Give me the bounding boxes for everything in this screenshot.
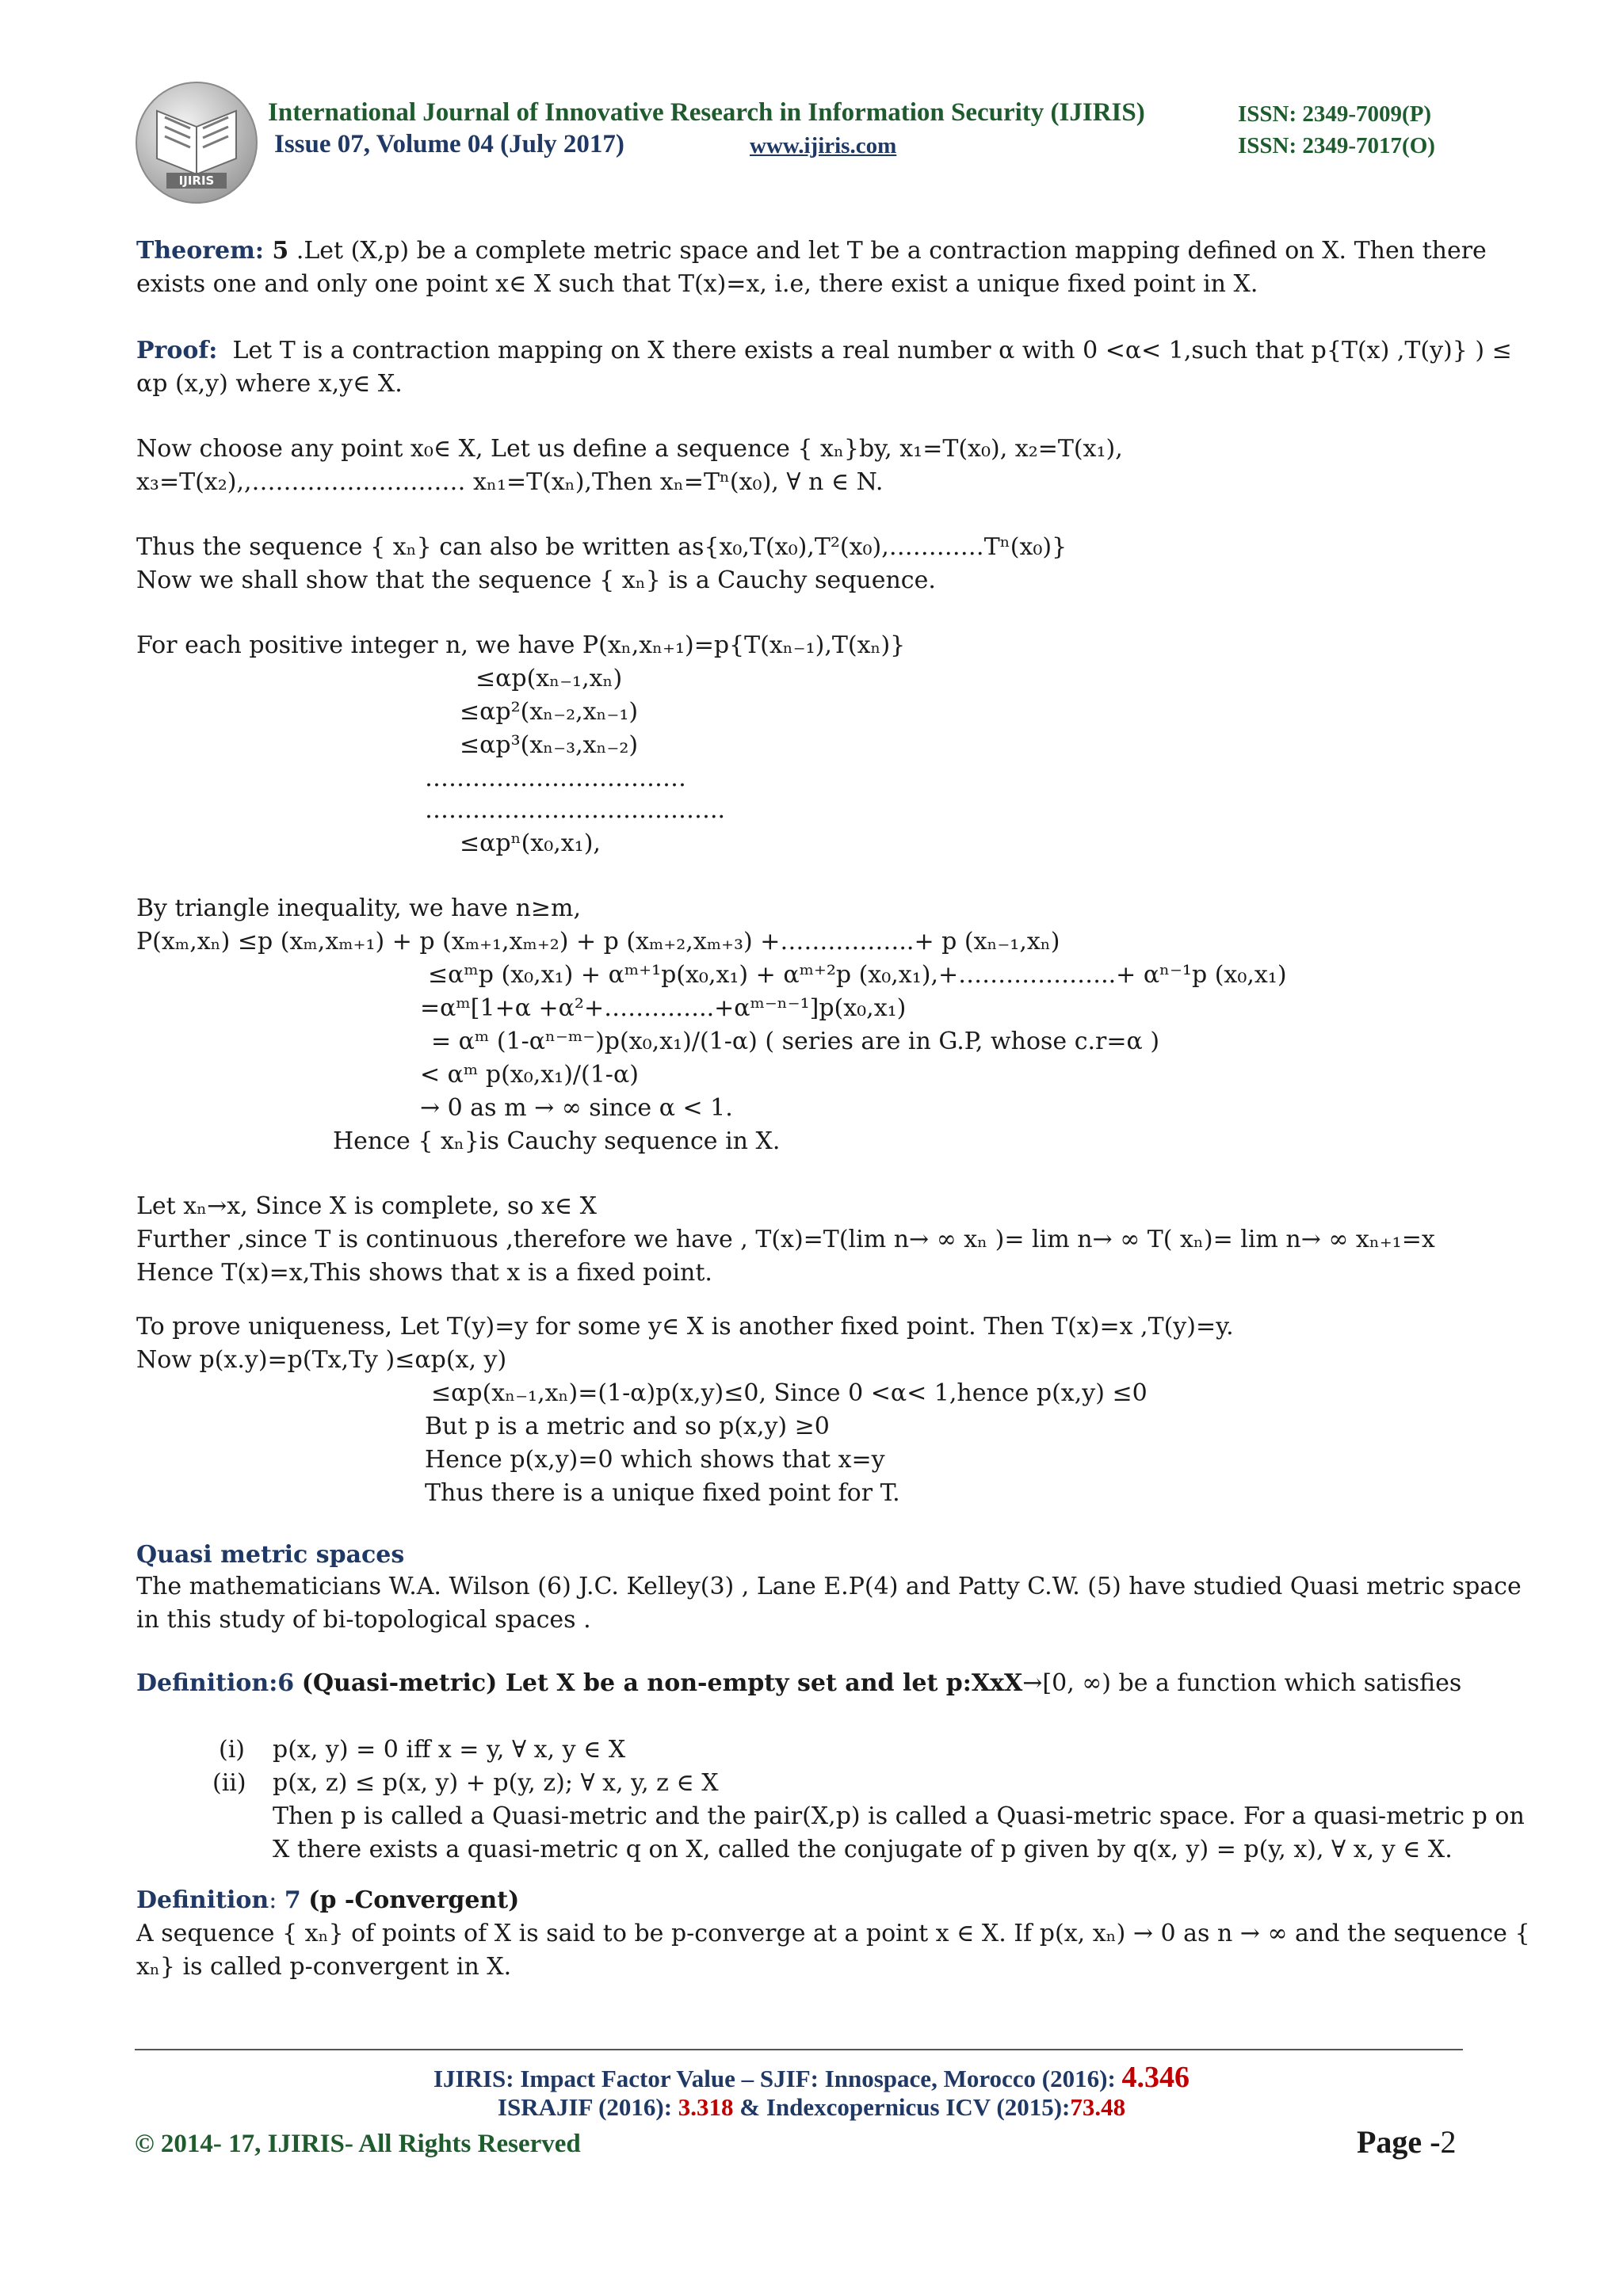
unique-line-5: Hence p(x,y)=0 which shows that x=y	[425, 1446, 885, 1474]
theorem-5-line-2: exists one and only one point x∈ X such that T(x)=x, i.e, there exist a unique fixed point in X.	[136, 270, 1258, 298]
definition-6-item-i	[219, 1735, 245, 1765]
definition-6-item-ii	[212, 1768, 246, 1798]
impact-label: IJIRIS: Impact Factor Value – SJIF: Innospace, Morocco (2016):	[433, 2065, 1116, 2092]
cauchy-line-5: ……………………………	[425, 765, 686, 792]
sequence-line-2: x₃=T(x₂),,……………………… xₙ₁=T(xₙ),Then xₙ=Tⁿ(x₀), ∀ n ∈ N.	[136, 468, 884, 496]
definition-7-number: 7	[284, 1886, 301, 1914]
icv-value: 73.48	[1070, 2093, 1126, 2121]
copyright: © 2014- 17, IJIRIS- All Rights Reserved	[135, 2130, 581, 2158]
triangle-line-1: By triangle inequality, we have n≥m,	[136, 894, 582, 922]
theorem-text: .Let (X,p) be a complete metric space and let T be a contraction mapping defined on X. Then there	[296, 237, 1487, 265]
triangle-line-8: Hence { xₙ}is Cauchy sequence in X.	[333, 1127, 781, 1155]
proof-line-1	[136, 336, 1512, 366]
footer-impact-line	[0, 2060, 1623, 2095]
website-link[interactable]: www.ijiris.com	[750, 133, 897, 158]
sequence-line-4: Now we shall show that the sequence { xₙ} is a Cauchy sequence.	[136, 566, 936, 594]
issn-print: ISSN: 2349-7009(P)	[1238, 101, 1432, 127]
impact-value: 4.346	[1121, 2061, 1190, 2094]
quasi-line-1: The mathematicians W.A. Wilson (6) J.C. Kelley(3) , Lane E.P(4) and Patty C.W. (5) have studied Quasi metric space	[136, 1573, 1522, 1600]
quasi-heading: Quasi metric spaces	[136, 1541, 405, 1569]
footer-israjif-line	[0, 2093, 1623, 2122]
unique-line-4: But p is a metric and so p(x,y) ≥0	[425, 1413, 830, 1440]
triangle-line-6: < αᵐ p(x₀,x₁)/(1-α)	[420, 1061, 639, 1089]
limit-line-3: Hence T(x)=x,This shows that x is a fixed point.	[136, 1259, 712, 1287]
theorem-label: Theorem	[136, 237, 255, 265]
definition-6-rest: →[0, ∞) be a function which satisfies	[1022, 1669, 1462, 1697]
unique-line-6: Thus there is a unique fixed point for T.	[425, 1479, 900, 1507]
page-value: 2	[1440, 2124, 1457, 2160]
definition-6-item-ii-text: p(x, z) ≤ p(x, y) + p(y, z); ∀ x, y, z ∈ X	[273, 1769, 719, 1797]
definition-6-line-3: Then p is called a Quasi-metric and the pair(X,p) is called a Quasi-metric space. For a quasi-metric p on	[273, 1802, 1525, 1830]
journal-logo	[133, 79, 260, 206]
cauchy-line-7: ≤αpⁿ(x₀,x₁),	[460, 830, 601, 857]
cauchy-line-3: ≤αp²(xₙ₋₂,xₙ₋₁)	[460, 698, 639, 726]
cauchy-line-4: ≤αp³(xₙ₋₃,xₙ₋₂)	[460, 731, 639, 759]
item-i-number: (i)	[219, 1736, 246, 1764]
triangle-line-5: = αᵐ (1-αⁿ⁻ᵐ⁻)p(x₀,x₁)/(1-α) ( series are in G.P, whose c.r=α )	[431, 1028, 1160, 1055]
theorem-number: 5	[272, 237, 289, 265]
definition-7-title: (p -Convergent)	[308, 1886, 520, 1914]
cauchy-line-1: For each positive integer n, we have P(xₙ,xₙ₊₁)=p{T(xₙ₋₁),T(xₙ)}	[136, 631, 906, 659]
definition-7-line-1: A sequence { xₙ} of points of X is said to be p-converge at a point x ∈ X. If p(x, xₙ) → 0 as n → ∞ and the sequence {	[136, 1920, 1530, 1947]
triangle-line-3: ≤αᵐp (x₀,x₁) + αᵐ⁺¹p(x₀,x₁) + αᵐ⁺²p (x₀,x₁),+………………..+ αⁿ⁻¹p (x₀,x₁)	[428, 961, 1287, 989]
cauchy-line-2: ≤αp(xₙ₋₁,xₙ)	[475, 665, 623, 692]
quasi-line-2: in this study of bi-topological spaces .	[136, 1606, 591, 1634]
limit-line-1: Let xₙ→x, Since X is complete, so x∈ X	[136, 1192, 598, 1220]
triangle-line-7: → 0 as m → ∞ since α < 1.	[420, 1094, 733, 1122]
logo-text: IJIRIS	[178, 174, 215, 188]
definition-7-label: Definition	[136, 1886, 269, 1914]
definition-6-title: (Quasi-metric) Let X be a non-empty set and let p:XxX	[301, 1669, 1023, 1697]
theorem-5-line-1: Theorem: 5 .Let (X,p) be a complete metric space and let T be a contraction mapping defined on X. Then there	[136, 237, 1487, 265]
definition-7-heading: Definition: 7 (p -Convergent)	[136, 1886, 520, 1914]
page-label: Page -	[1357, 2124, 1441, 2160]
israjif-label: ISRAJIF (2016):	[497, 2093, 673, 2121]
sequence-line-3: Thus the sequence { xₙ} can also be written as{x₀,T(x₀),T²(x₀),…………Tⁿ(x₀)}	[136, 533, 1067, 561]
footer-divider	[135, 2049, 1463, 2050]
icv-label: & Indexcopernicus ICV (2015):	[739, 2093, 1071, 2121]
definition-6-item-i-text: p(x, y) = 0 iff x = y, ∀ x, y ∈ X	[273, 1736, 626, 1764]
journal-title: International Journal of Innovative Research in Information Security (IJIRIS)	[268, 98, 1145, 127]
proof-text: Let T is a contraction mapping on X there exists a real number α with 0 <α< 1,such that p{T(x) ,T(y)} ) ≤	[232, 337, 1512, 364]
unique-line-2: Now p(x.y)=p(Tx,Ty )≤αp(x, y)	[136, 1346, 507, 1374]
definition-6-line-4: X there exists a quasi-metric q on X, called the conjugate of p given by q(x, y) = p(y, x), ∀ x, y ∈ X.	[273, 1836, 1453, 1863]
issue-info: Issue 07, Volume 04 (July 2017)	[274, 130, 624, 158]
definition-7-line-2: xₙ} is called p-convergent in X.	[136, 1953, 512, 1981]
limit-line-2: Further ,since T is continuous ,therefore we have , T(x)=T(lim n→ ∞ xₙ )= lim n→ ∞ T( xₙ)= lim n→ ∞ xₙ₊₁=x	[136, 1226, 1435, 1253]
triangle-line-2: P(xₘ,xₙ) ≤p (xₘ,xₘ₊₁) + p (xₘ₊₁,xₘ₊₂) + p (xₘ₊₂,xₘ₊₃) +……………..+ p (xₙ₋₁,xₙ)	[136, 928, 1060, 955]
proof-label: Proof:	[136, 337, 218, 364]
definition-6-label: Definition:6	[136, 1669, 295, 1697]
cauchy-line-6: ………………………………..	[425, 796, 726, 824]
page-number	[1357, 2123, 1457, 2161]
unique-line-3: ≤αp(xₙ₋₁,xₙ)=(1-α)p(x,y)≤0, Since 0 <α< 1,hence p(x,y) ≤0	[431, 1379, 1148, 1407]
issn-online: ISSN: 2349-7017(O)	[1238, 133, 1435, 158]
sequence-line-1: Now choose any point x₀∈ X, Let us define a sequence { xₙ}by, x₁=T(x₀), x₂=T(x₁),	[136, 435, 1123, 463]
israjif-value: 3.318	[678, 2093, 734, 2121]
triangle-line-4: =αᵐ[1+α +α²+…………..+αᵐ⁻ⁿ⁻¹]p(x₀,x₁)	[420, 994, 907, 1022]
definition-6-line-1	[136, 1669, 1461, 1699]
unique-line-1: To prove uniqueness, Let T(y)=y for some y∈ X is another fixed point. Then T(x)=x ,T(y)=y.	[136, 1313, 1234, 1341]
proof-line-2: αp (x,y) where x,y∈ X.	[136, 370, 403, 398]
item-ii-number: (ii)	[212, 1769, 246, 1797]
